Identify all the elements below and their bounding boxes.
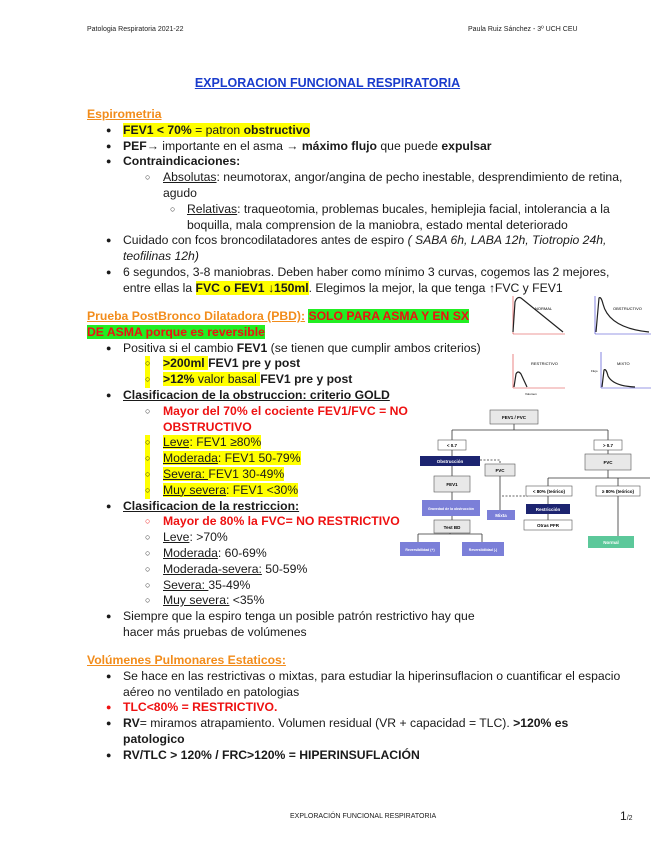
- list-item: [87, 593, 487, 609]
- text-segment: FEV1 < 70%: [123, 122, 192, 137]
- text-segment: Mayor de 80% la FVC= NO RESTRICTIVO: [163, 514, 400, 529]
- footer-title: EXPLORACIÓN FUNCIONAL RESPIRATORIA: [290, 813, 437, 820]
- header-right: Paula Ruiz Sánchez - 3º UCH CEU: [468, 26, 578, 33]
- list-item: [87, 154, 627, 170]
- circle-bullet-icon: ○: [145, 405, 151, 416]
- text-segment: Severa:: [163, 577, 209, 592]
- text-segment: TLC<80% = RESTRICTIVO.: [123, 700, 278, 715]
- text-segment: . Elegimos la mejor, la que tenga ↑FVC y FEV1: [308, 280, 563, 295]
- fc-fvc1: FVC: [495, 468, 505, 473]
- list-item: [87, 700, 627, 716]
- text-segment: → importante en el asma →: [146, 138, 302, 153]
- chart-ylabel: Flujo: [591, 369, 598, 373]
- circle-bullet-icon: ○: [145, 372, 150, 388]
- circle-bullet-icon: ○: [145, 172, 151, 183]
- text-segment: <35%: [229, 593, 265, 608]
- fc-gravedad: Gravedad de la obstrucción: [427, 507, 475, 511]
- section-volumenes: [87, 653, 627, 764]
- list-item: [87, 669, 627, 701]
- list-item: [87, 170, 627, 202]
- page-title: EXPLORACION FUNCIONAL RESPIRATORIA: [194, 76, 461, 90]
- text-segment: Clasificacion de la restriccion:: [123, 498, 300, 513]
- bullet-icon: ●: [106, 266, 112, 277]
- text-segment: Positiva si el cambio: [123, 340, 237, 355]
- chart-restrictivo-label: RESTRICTIVO: [531, 361, 558, 366]
- text-segment: 6 segundos, 3-8 maniobras. Deben haber como mínimo 3 curvas, cogemos las 2 mejores, entre ellas la: [123, 264, 610, 295]
- fc-fev1: FEV1: [446, 482, 458, 487]
- text-segment: Leve: [163, 530, 190, 545]
- list-item: [87, 341, 487, 357]
- bullet-icon: ●: [106, 156, 112, 167]
- bullet-icon: ●: [106, 389, 112, 400]
- section-espirometria: [87, 107, 627, 297]
- bullet-icon: ●: [106, 749, 112, 760]
- text-segment: 35-49%: [208, 577, 251, 592]
- chart-obstructivo-label: OBSTRUCTIVO: [613, 306, 642, 311]
- bullet-icon: ●: [106, 718, 112, 729]
- text-segment: Moderada: [163, 545, 218, 560]
- list-item: [87, 716, 627, 748]
- section-heading: Prueba PostBronco Dilatadora (PBD):: [87, 309, 306, 323]
- text-segment: 50-59%: [261, 561, 308, 576]
- circle-bullet-icon: ○: [145, 547, 151, 558]
- text-segment: Leve: [163, 435, 190, 450]
- text-segment: Clasificacion de la obstruccion: criterio GOLD: [123, 387, 390, 402]
- text-segment: Mayor del 70% el cociente FEV1/FVC = NO OBSTRUCTIVO: [163, 403, 408, 434]
- text-segment: : FEV1 <30%: [226, 482, 299, 497]
- text-segment: valor basal: [194, 372, 261, 387]
- fc-obstruccion: Obstrucción: [436, 459, 464, 464]
- text-segment: = miramos atrapamiento. Volumen residual (VR + capacidad = TLC).: [139, 716, 514, 731]
- chart-normal: [513, 296, 565, 334]
- bullet-icon: ●: [106, 500, 112, 511]
- bullet-icon: ●: [106, 124, 112, 135]
- circle-bullet-icon: ○: [145, 516, 151, 527]
- text-segment: Severa:: [163, 466, 209, 481]
- text-segment: Muy severa: [163, 482, 226, 497]
- circle-bullet-icon: ○: [170, 203, 176, 214]
- text-segment: Contraindicaciones:: [123, 154, 241, 169]
- text-segment: Siempre que la espiro tenga un posible patrón restrictivo hay que hacer más pruebas de volúmenes: [123, 609, 475, 639]
- text-segment: Muy severa:: [163, 593, 230, 608]
- page-number: [620, 809, 633, 823]
- text-segment: FEV1: [236, 340, 268, 355]
- text-segment: Se hace en las restrictivas o mixtas, para estudiar la hiperinsuflacion o cuantificar el espacio aéreo no ventilado en patologias: [123, 668, 621, 699]
- text-segment: Absolutas: [163, 170, 217, 185]
- text-segment: FEV1 pre y post: [208, 356, 301, 371]
- text-segment: RV: [123, 716, 140, 731]
- text-segment: obstructivo: [243, 122, 310, 137]
- fc-otras: Otras PFR: [536, 523, 560, 528]
- header-left: Patologia Respiratoria 2021-22: [87, 26, 184, 33]
- section-heading-note: SOLO PARA ASMA Y EN SX DE ASMA porque es reversible: [87, 309, 469, 339]
- text-segment: : >70%: [189, 530, 228, 545]
- circle-bullet-icon: ○: [145, 579, 151, 590]
- circle-bullet-icon: ○: [145, 451, 150, 467]
- text-segment: expulsar: [441, 138, 492, 153]
- text-segment: : neumotorax, angor/angina de pecho inestable, desprendimiento de retina, agudo: [163, 170, 623, 200]
- list-item: [87, 233, 627, 265]
- text-segment: : FEV1 ≥80%: [189, 435, 262, 450]
- diagnostic-flowchart: [400, 400, 650, 575]
- text-segment: ( SABA 6h, LABA 12h, Tiotropio 24h, teofilinas 12h): [123, 233, 607, 264]
- text-segment: máximo flujo: [301, 138, 377, 153]
- bullet-icon: ●: [106, 140, 112, 151]
- text-segment: Moderada-severa:: [163, 561, 262, 576]
- chart-normal-label: NORMAL: [535, 306, 553, 311]
- list-item: [87, 123, 627, 139]
- fc-ge80: ≥ 80% (teórico): [602, 489, 634, 494]
- text-segment: FVC o FEV1 ↓150ml: [195, 280, 309, 295]
- circle-bullet-icon: ○: [145, 483, 150, 499]
- fc-fvc2: FVC: [603, 460, 613, 465]
- text-segment: FEV1 pre y post: [260, 372, 353, 387]
- fc-rev-pos: Reversibilidad (+): [405, 548, 435, 552]
- chart-mixto-label: MIXTO: [617, 361, 630, 366]
- list-item: [87, 578, 487, 594]
- chart-xlabel: Volumen: [525, 392, 537, 396]
- bullet-icon: ●: [106, 342, 112, 353]
- circle-bullet-icon: ○: [145, 563, 151, 574]
- fc-mixta: Mixta: [495, 513, 507, 518]
- fc-testbd: Test BD: [443, 525, 461, 530]
- section-heading: Volúmenes Pulmonares Estaticos:: [87, 653, 286, 667]
- bullet-icon: ●: [106, 611, 112, 622]
- section-heading: Espirometria: [87, 107, 162, 121]
- fc-lt: < 0.7: [446, 443, 458, 448]
- text-segment: Moderada: [163, 451, 218, 466]
- fc-gt: > 0.7: [602, 443, 614, 448]
- text-segment: : FEV1 50-79%: [217, 451, 301, 466]
- list-item: [87, 202, 627, 234]
- text-segment: >12%: [163, 372, 195, 387]
- text-segment: (se tienen que cumplir ambos criterios): [267, 340, 481, 355]
- list-item: [87, 748, 627, 764]
- text-segment: : 60-69%: [217, 545, 267, 560]
- chart-mixto: [591, 352, 651, 388]
- fc-rev-neg: Reversibilidad (-): [468, 548, 498, 552]
- chart-obstructivo: [595, 296, 651, 334]
- list-item: [87, 372, 487, 388]
- bullet-icon: ●: [106, 235, 112, 246]
- text-segment: PEF: [123, 138, 147, 153]
- list-item: [87, 139, 627, 155]
- fc-normal: Normal: [603, 540, 619, 545]
- text-segment: = patron: [191, 122, 244, 137]
- circle-bullet-icon: ○: [145, 532, 151, 543]
- flow-volume-curves-figure: [505, 292, 655, 397]
- fc-restriccion: Restricción: [535, 507, 561, 512]
- circle-bullet-icon: ○: [145, 435, 150, 451]
- text-segment: Relativas: [187, 201, 238, 216]
- bullet-icon: ●: [106, 670, 112, 681]
- text-segment: que puede: [377, 138, 442, 153]
- text-segment: >200ml: [163, 356, 209, 371]
- text-segment: RV/TLC > 120% / FRC>120% = HIPERINSUFLACIÓN: [123, 747, 420, 762]
- list-item: [87, 356, 487, 372]
- fc-root: FEV1 / FVC: [501, 415, 527, 420]
- text-segment: : traqueotomia, problemas bucales, hemiplejia facial, intolerancia a la boquilla, mala comprension de la maniobra, estado mental deteriorado: [187, 201, 610, 232]
- page-total: /2: [626, 815, 633, 822]
- text-segment: >120% es patologico: [123, 716, 569, 746]
- chart-restrictivo: [513, 354, 565, 396]
- circle-bullet-icon: ○: [145, 467, 150, 483]
- bullet-icon: ●: [106, 702, 112, 713]
- text-segment: FEV1 30-49%: [208, 466, 285, 481]
- text-segment: Cuidado con fcos broncodilatadores antes de espiro: [123, 233, 408, 248]
- circle-bullet-icon: ○: [145, 595, 151, 606]
- fc-lt80: < 80% (teórico): [532, 489, 566, 494]
- circle-bullet-icon: ○: [145, 356, 150, 372]
- page-current: 1: [620, 809, 627, 823]
- list-item: [87, 609, 487, 641]
